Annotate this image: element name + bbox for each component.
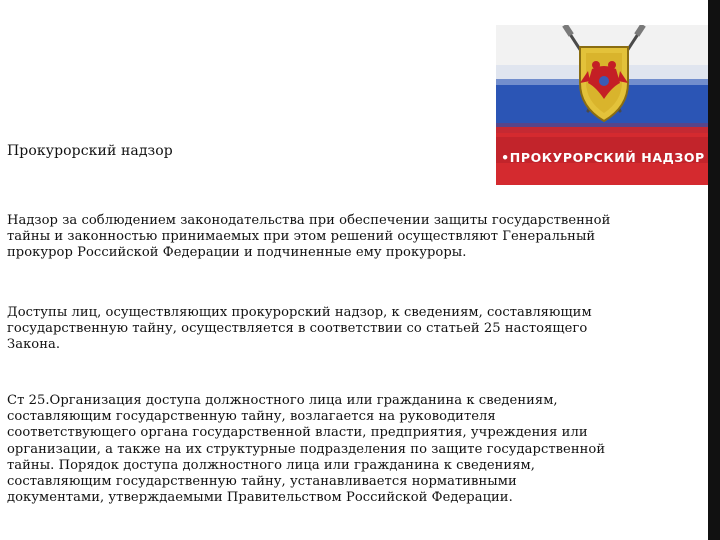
paragraph-supervision: Надзор за соблюдением законодательства при обеспечении защиты государственной тайны и законностью принимаемых при этом решений осуществляют Генеральный прокурор Российской Федерации и подчиненные ему прокуроры. [7, 213, 611, 261]
paragraph-article-25: Ст 25.Организация доступа должностного лица или гражданина к сведениям, составляющим государственную тайну, возлагается на руководителя соответствующего органа государственной власти, предприятия, учреждения или организации, а также на их структурные подразделения по защите государственной тайны. Порядок доступа должностного лица или гражданина к сведениям, составляющим государственную тайну, устанавливается нормативными документами, утверждаемыми Правительством Российской Федерации. [7, 393, 606, 506]
slide-title: Прокурорский надзор [7, 143, 173, 159]
prosecutor-emblem-image [496, 25, 710, 185]
right-edge-bar [708, 0, 720, 540]
paragraph-access: Доступы лиц, осуществляющих прокурорский надзор, к сведениям, составляющим государственную тайну, осуществляется в соответствии со статьей 25 настоящего Закона. [7, 305, 592, 353]
emblem-label: •ПРОКУРОРСКИЙ НАДЗОР [501, 150, 705, 165]
